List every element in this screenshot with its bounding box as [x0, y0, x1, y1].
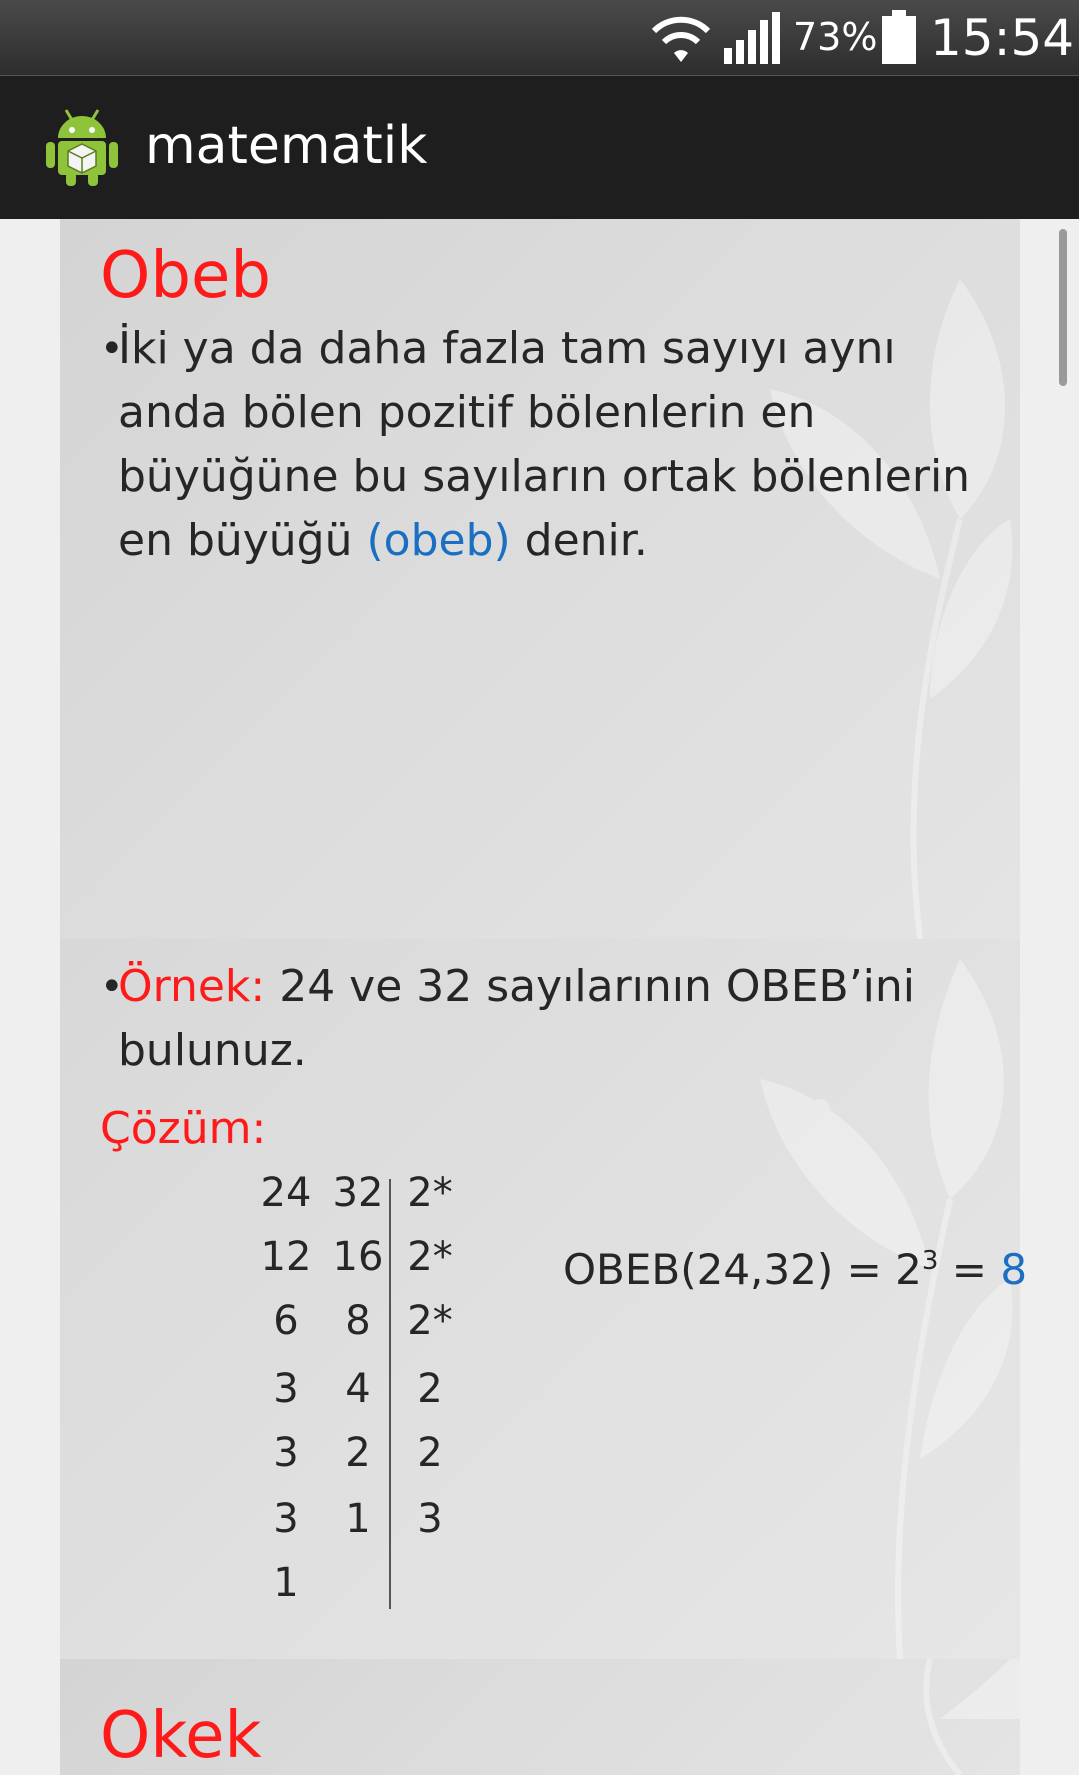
- battery-icon: [880, 10, 918, 70]
- division-cell: 3: [417, 1496, 443, 1542]
- slide-title-okek: Okek: [100, 1699, 262, 1773]
- division-divider: [389, 1179, 391, 1609]
- floral-decoration-icon: [600, 1659, 1020, 1775]
- division-cell: 32: [332, 1170, 384, 1216]
- slide-title-obeb: Obeb: [100, 239, 271, 313]
- division-cell: 3: [273, 1430, 299, 1476]
- clock: 15:54: [930, 9, 1075, 67]
- cozum-label: Çözüm:: [100, 1103, 267, 1154]
- wifi-icon: [650, 12, 712, 68]
- slide-okek: [60, 1659, 1020, 1775]
- obeb-result: OBEB(24,32) = $2^3 = 8$: [563, 1245, 1028, 1294]
- division-cell: 2*: [407, 1298, 453, 1344]
- bullet-icon: •: [100, 964, 124, 1010]
- division-cell: 24: [260, 1170, 312, 1216]
- division-cell: 2*: [407, 1234, 453, 1280]
- obeb-highlight: (obeb): [366, 515, 511, 566]
- ornek-label: Örnek:: [118, 961, 266, 1012]
- division-cell: 2: [417, 1430, 443, 1476]
- android-app-icon[interactable]: [44, 104, 120, 192]
- bullet-icon: •: [100, 326, 124, 372]
- division-cell: 8: [345, 1298, 371, 1344]
- division-cell: 12: [260, 1234, 312, 1280]
- division-cell: 3: [273, 1496, 299, 1542]
- signal-icon: [722, 10, 782, 70]
- division-cell: 1: [345, 1496, 371, 1542]
- obeb-definition-text: • İki ya da daha fazla tam sayıyı aynı anda bölen pozitif bölenlerin en büyüğüne bu sayıların ortak bölenlerin en büyüğü (obeb) denir.: [100, 317, 980, 573]
- battery-percentage: 73%: [793, 15, 878, 59]
- action-bar: [0, 75, 1079, 220]
- scrollbar[interactable]: [1059, 229, 1067, 386]
- slide-obeb-definition: [60, 219, 1020, 939]
- division-cell: 2: [345, 1430, 371, 1476]
- app-title: matematik: [145, 116, 428, 176]
- slide-obeb-example: [60, 939, 1028, 1659]
- division-cell: 2: [417, 1366, 443, 1412]
- division-cell: 3: [273, 1366, 299, 1412]
- division-cell: 16: [332, 1234, 384, 1280]
- status-bar: [0, 0, 1079, 75]
- example-text: • Örnek: 24 ve 32 sayılarının OBEB’ini bulunuz.: [100, 955, 980, 1083]
- division-cell: 1: [273, 1560, 299, 1606]
- division-cell: 6: [273, 1298, 299, 1344]
- division-cell: 2*: [407, 1170, 453, 1216]
- obeb-result-value: 8: [1000, 1245, 1028, 1294]
- division-cell: 4: [345, 1366, 371, 1412]
